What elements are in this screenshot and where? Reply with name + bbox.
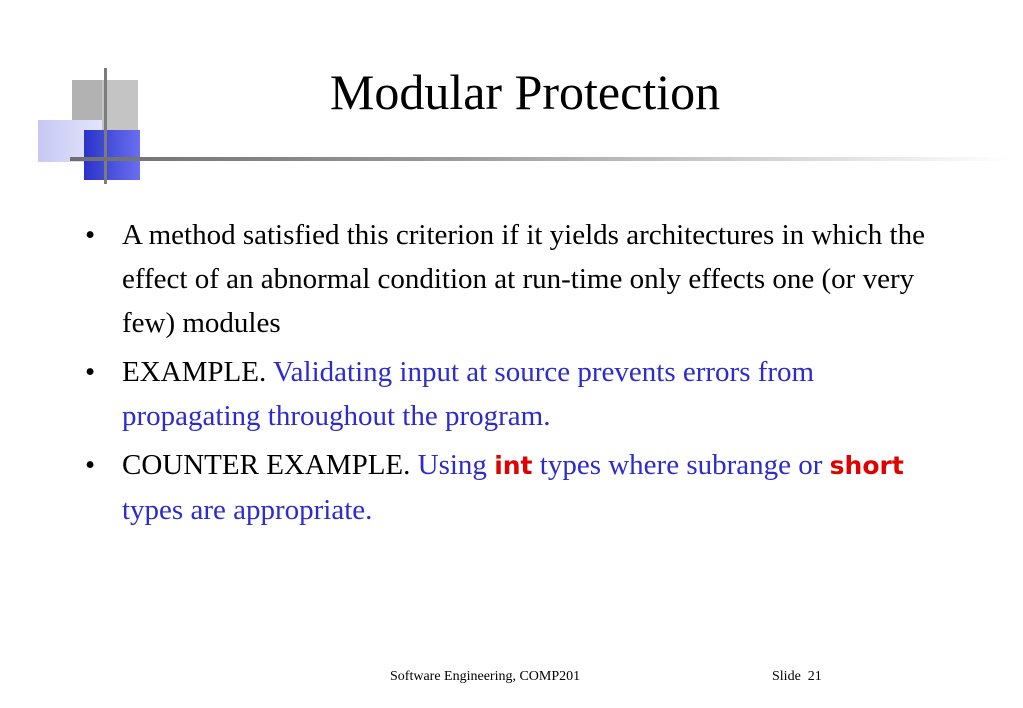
decor-vertical-line — [104, 68, 107, 184]
code-keyword: int — [494, 451, 533, 480]
bullet-highlight-text: types where subrange or — [539, 449, 823, 481]
bullet-highlight-text: types are appropriate. — [122, 494, 373, 526]
code-keyword: short — [829, 451, 904, 480]
bullet-icon: • — [85, 449, 96, 481]
footer-course: Software Engineering, COMP201 — [390, 669, 581, 684]
bullet-icon: • — [85, 356, 96, 388]
bullet-list — [85, 213, 945, 537]
decor-gray-square-shade — [72, 80, 102, 120]
slide-title: Modular Protection — [329, 64, 721, 120]
bullet-label: EXAMPLE. — [122, 356, 267, 388]
bullet-highlight-text: Validating input at source prevents errors from propagating throughout the program. — [122, 356, 815, 432]
bullet-item — [85, 350, 945, 438]
bullet-label: COUNTER EXAMPLE. — [122, 449, 411, 481]
bullet-highlight-text: Using — [417, 449, 487, 481]
title-underline — [70, 157, 1010, 161]
bullet-item — [85, 443, 945, 532]
bullet-icon: • — [85, 219, 96, 251]
bullet-item — [85, 213, 945, 345]
decor-blue-square — [84, 130, 140, 180]
footer-slide-number: Slide 21 — [772, 669, 822, 684]
bullet-text: A method satisfied this criterion if it yields architectures in which the effect of an abnormal condition at run-time only effects one (or very few) modules — [122, 219, 925, 339]
